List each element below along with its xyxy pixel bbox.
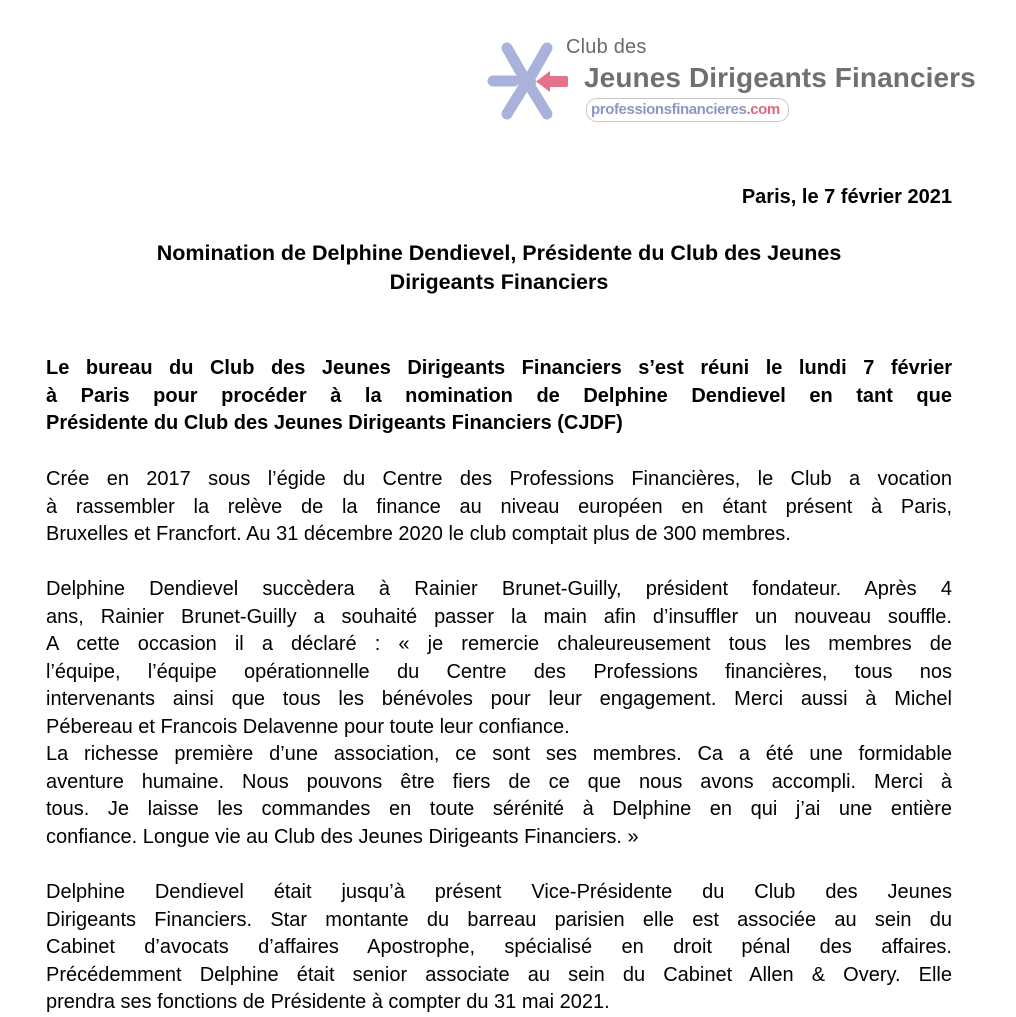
lead-line: Présidente du Club des Jeunes Dirigeants Financiers (CJDF) xyxy=(46,412,623,434)
dateline: Paris, le 7 février 2021 xyxy=(741,186,952,208)
paragraph-line: Crée en 2017 sous l’égide du Centre des Professions Financières, le Club a vocation xyxy=(46,468,952,490)
paragraph-biography xyxy=(46,879,952,1017)
paragraph-line: A cette occasion il a déclaré : « je remercie chaleureusement tous les membres de xyxy=(46,633,952,655)
logo-url-main: professionsfinancieres xyxy=(591,101,747,118)
title-line: Nomination de Delphine Dendievel, Présidente du Club des Jeunes xyxy=(156,241,842,265)
paragraph-line: confiance. Longue vie au Club des Jeunes Dirigeants Financiers. » xyxy=(46,825,639,848)
page-title xyxy=(46,239,952,297)
logo-club-name-text: Jeunes Dirigeants Financiers xyxy=(584,62,976,93)
paragraph-line: l’équipe, l’équipe opérationnelle du Centre des Professions financières, tous nos xyxy=(46,660,952,683)
paragraph-line: intervenants ainsi que tous les bénévoles pour leur engagement. Merci aussi à Michel xyxy=(46,688,952,710)
lead-line: Le bureau du Club des Jeunes Dirigeants Financiers s’est réuni le lundi 7 février xyxy=(46,357,952,379)
asterisk-logo-icon xyxy=(486,38,568,124)
paragraph-line: Delphine Dendievel était jusqu’à présent Vice-Présidente du Club des Jeunes xyxy=(46,881,952,903)
title-line: Dirigeants Financiers xyxy=(389,270,609,294)
paragraph-line: Cabinet d’avocats d’affaires Apostrophe, spécialisé en droit pénal des affaires. xyxy=(46,936,952,958)
logo-website-badge xyxy=(586,98,789,122)
paragraph-line: ans, Rainier Brunet-Guilly a souhaité passer la main afin d’insuffler un nouveau souffle. xyxy=(46,605,952,628)
paragraph-club-creation xyxy=(46,466,952,549)
paragraph-line: Précédemment Delphine était senior associate au sein du Cabinet Allen & Overy. Elle xyxy=(46,963,952,986)
paragraph-line: tous. Je laisse les commandes en toute sérénité à Delphine en qui j’ai une entière xyxy=(46,798,952,820)
paragraph-line: à rassembler la relève de la finance au niveau européen en étant présent à Paris, xyxy=(46,495,952,518)
paragraph-line: Dirigeants Financiers. Star montante du barreau parisien elle est associée au sein du xyxy=(46,908,952,931)
lead-line: à Paris pour procéder à la nomination de Delphine Dendievel en tant que xyxy=(46,384,952,407)
paragraph-succession-quote xyxy=(46,576,952,851)
logo-url-tld: .com xyxy=(746,101,780,118)
cjdf-logo xyxy=(486,34,976,128)
lead-paragraph xyxy=(46,355,952,438)
paragraph-line: Delphine Dendievel succèdera à Rainier Brunet-Guilly, président fondateur. Après 4 xyxy=(46,578,952,600)
paragraph-line: La richesse première d’une association, ce sont ses membres. Ca a été une formidable xyxy=(46,743,952,765)
logo-club-des-text: Club des xyxy=(566,36,647,58)
paragraph-line: Pébereau et Francois Delavenne pour toute leur confiance. xyxy=(46,715,570,738)
paragraph-line: Bruxelles et Francfort. Au 31 décembre 2020 le club comptait plus de 300 membres. xyxy=(46,523,791,545)
paragraph-line: prendra ses fonctions de Présidente à compter du 31 mai 2021. xyxy=(46,991,610,1013)
paragraph-line: aventure humaine. Nous pouvons être fiers de ce que nous avons accompli. Merci à xyxy=(46,770,952,793)
